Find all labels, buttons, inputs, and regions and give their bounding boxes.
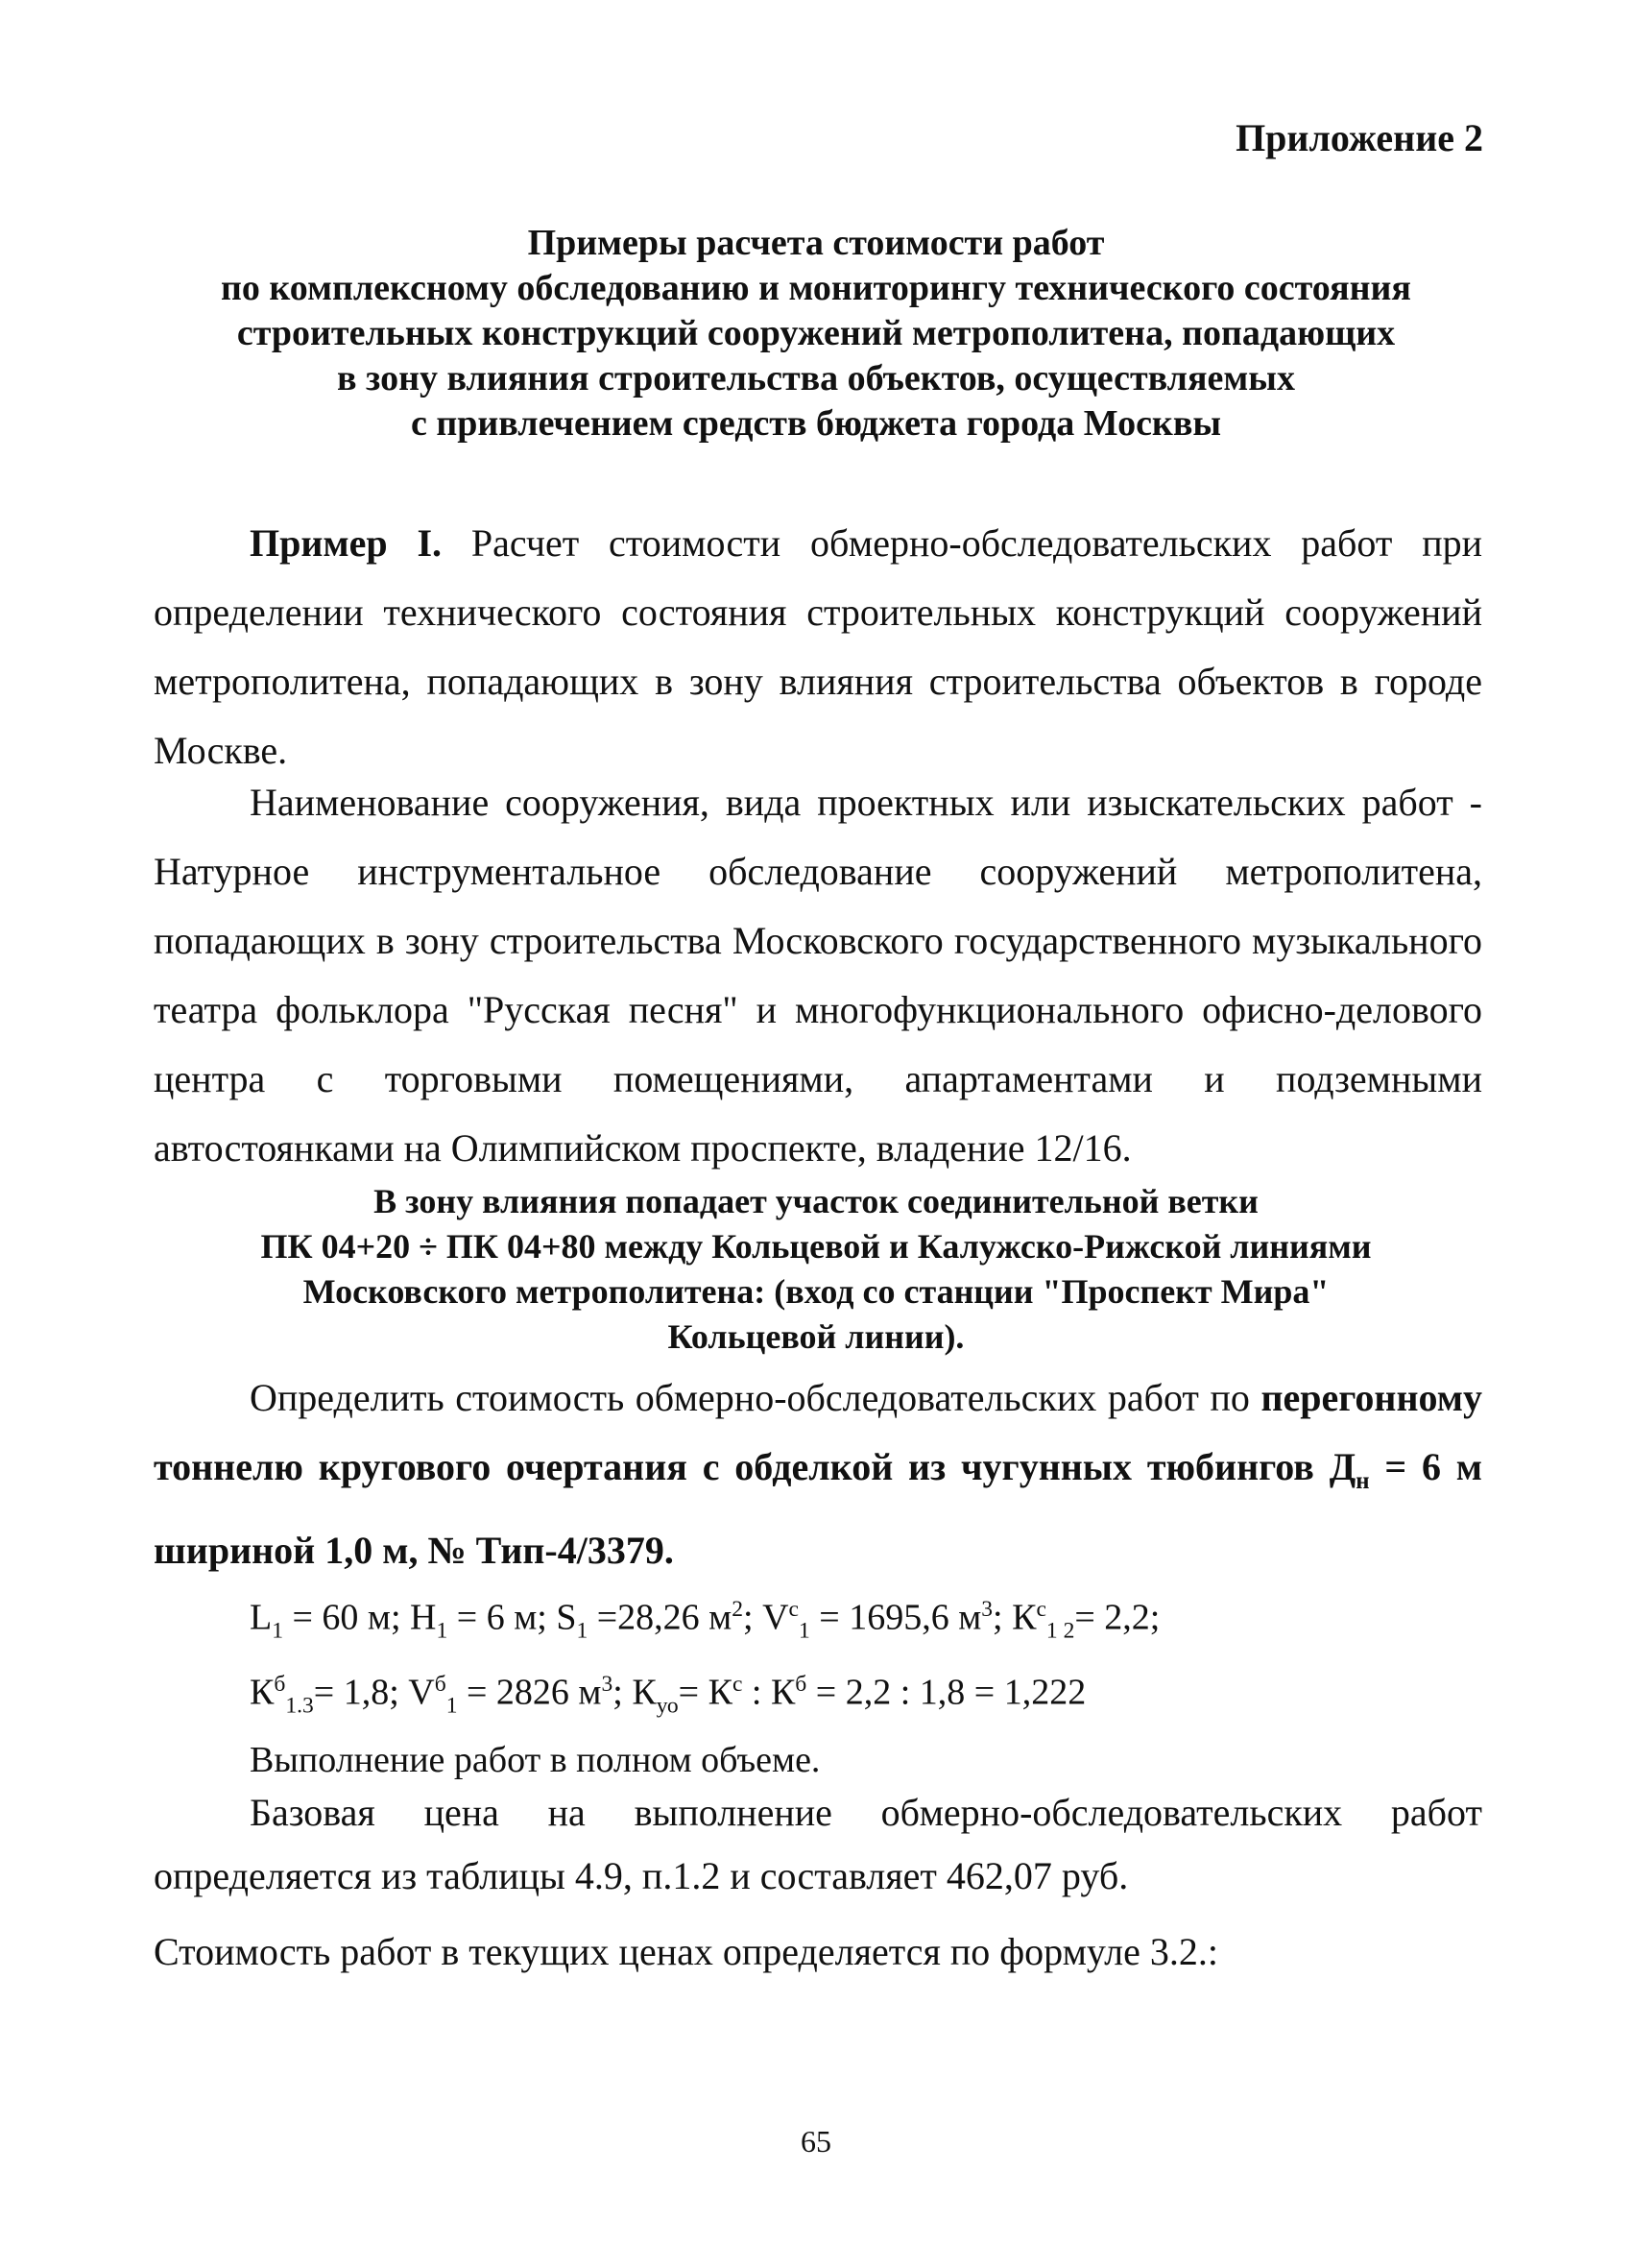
example1-text: Расчет стоимости обмерно-обследовательских работ при определении технического состояния строительных конструкций сооружений метрополитена, попадающих в зону влияния строительства объектов в городе Москве. [154,521,1483,772]
title-line: по комплексному обследованию и мониторингу технического состояния [221,268,1411,308]
parameters-formulas [250,1582,1160,1787]
base-price-paragraph [154,1781,1482,1908]
zone-heading-line: Кольцевой линии). [667,1317,965,1356]
title-line: Примеры расчета стоимости работ [527,223,1105,263]
determine-text: Определить стоимость обмерно-обследовательских работ по [250,1376,1261,1419]
title-line: строительных конструкций сооружений метрополитена, попадающих [236,313,1396,353]
title-line: с привлечением средств бюджета города Москвы [410,403,1222,444]
object-text: Наименование сооружения, вида проектных или изыскательских работ - Натурное инструментальное обследование сооружений метрополитена, попадающих в зону строительства Московского государственного музыкального театра фольклора "Русская песня" и многофункционального офисно-делового центра с торговыми помещениями, апартаментами и подземными автостоянками на Олимпийском проспекте, владение 12/16. [154,781,1482,1170]
formula-line-2: $К^б_{1.3}= 1,8$; $V^б_1 = 2826$ $м^3$; $К_{уо}= К^с$ : $К^б = 2,2$ : 1,8 = 1,222 [250,1672,1087,1719]
zone-heading-line: ПК 04+20 ÷ ПК 04+80 между Кольцевой и Калужско-Рижской линиями [260,1227,1372,1266]
document-title [154,221,1478,446]
appendix-label: Приложение 2 [1236,116,1483,159]
example1-label: Пример I. [250,521,443,565]
zone-heading-line: В зону влияния попадает участок соединительной ветки [373,1182,1259,1220]
current-prices-text: Стоимость работ в текущих ценах определяется по формуле 3.2.: [154,1930,1218,1973]
determine-paragraph [154,1363,1482,1585]
example1-paragraph [154,509,1482,785]
title-line: в зону влияния строительства объектов, осуществляемых [337,358,1295,398]
full-scope-text: Выполнение работ в полном объеме. [250,1739,821,1780]
diameter-spec: $Д_н = 6$ м шириной 1,0 м, № Тип-4/3379. [154,1445,1483,1572]
zone-heading-line: Московского метрополитена: (вход со станции "Проспект Мира" [302,1272,1330,1311]
formula-line-1: $L_1 = 60$ м; $H_1 = 6$ м; $S_1 =28,26$ $м^2$; $V^с_1 = 1695,6$ $м^3$; $К^с_{1 2}= 2,2$; [250,1597,1161,1644]
determine-subject: перегонному тоннелю кругового очертания с обделкой из чугунных тюбингов [154,1376,1482,1488]
page-number: 65 [801,2124,831,2159]
object-paragraph [154,768,1482,1183]
zone-heading [154,1179,1478,1360]
base-price-text: Базовая цена на выполнение обмерно-обследовательских работ определяется из таблицы 4.9, п.1.2 и составляет 462,07 руб. [154,1791,1482,1897]
